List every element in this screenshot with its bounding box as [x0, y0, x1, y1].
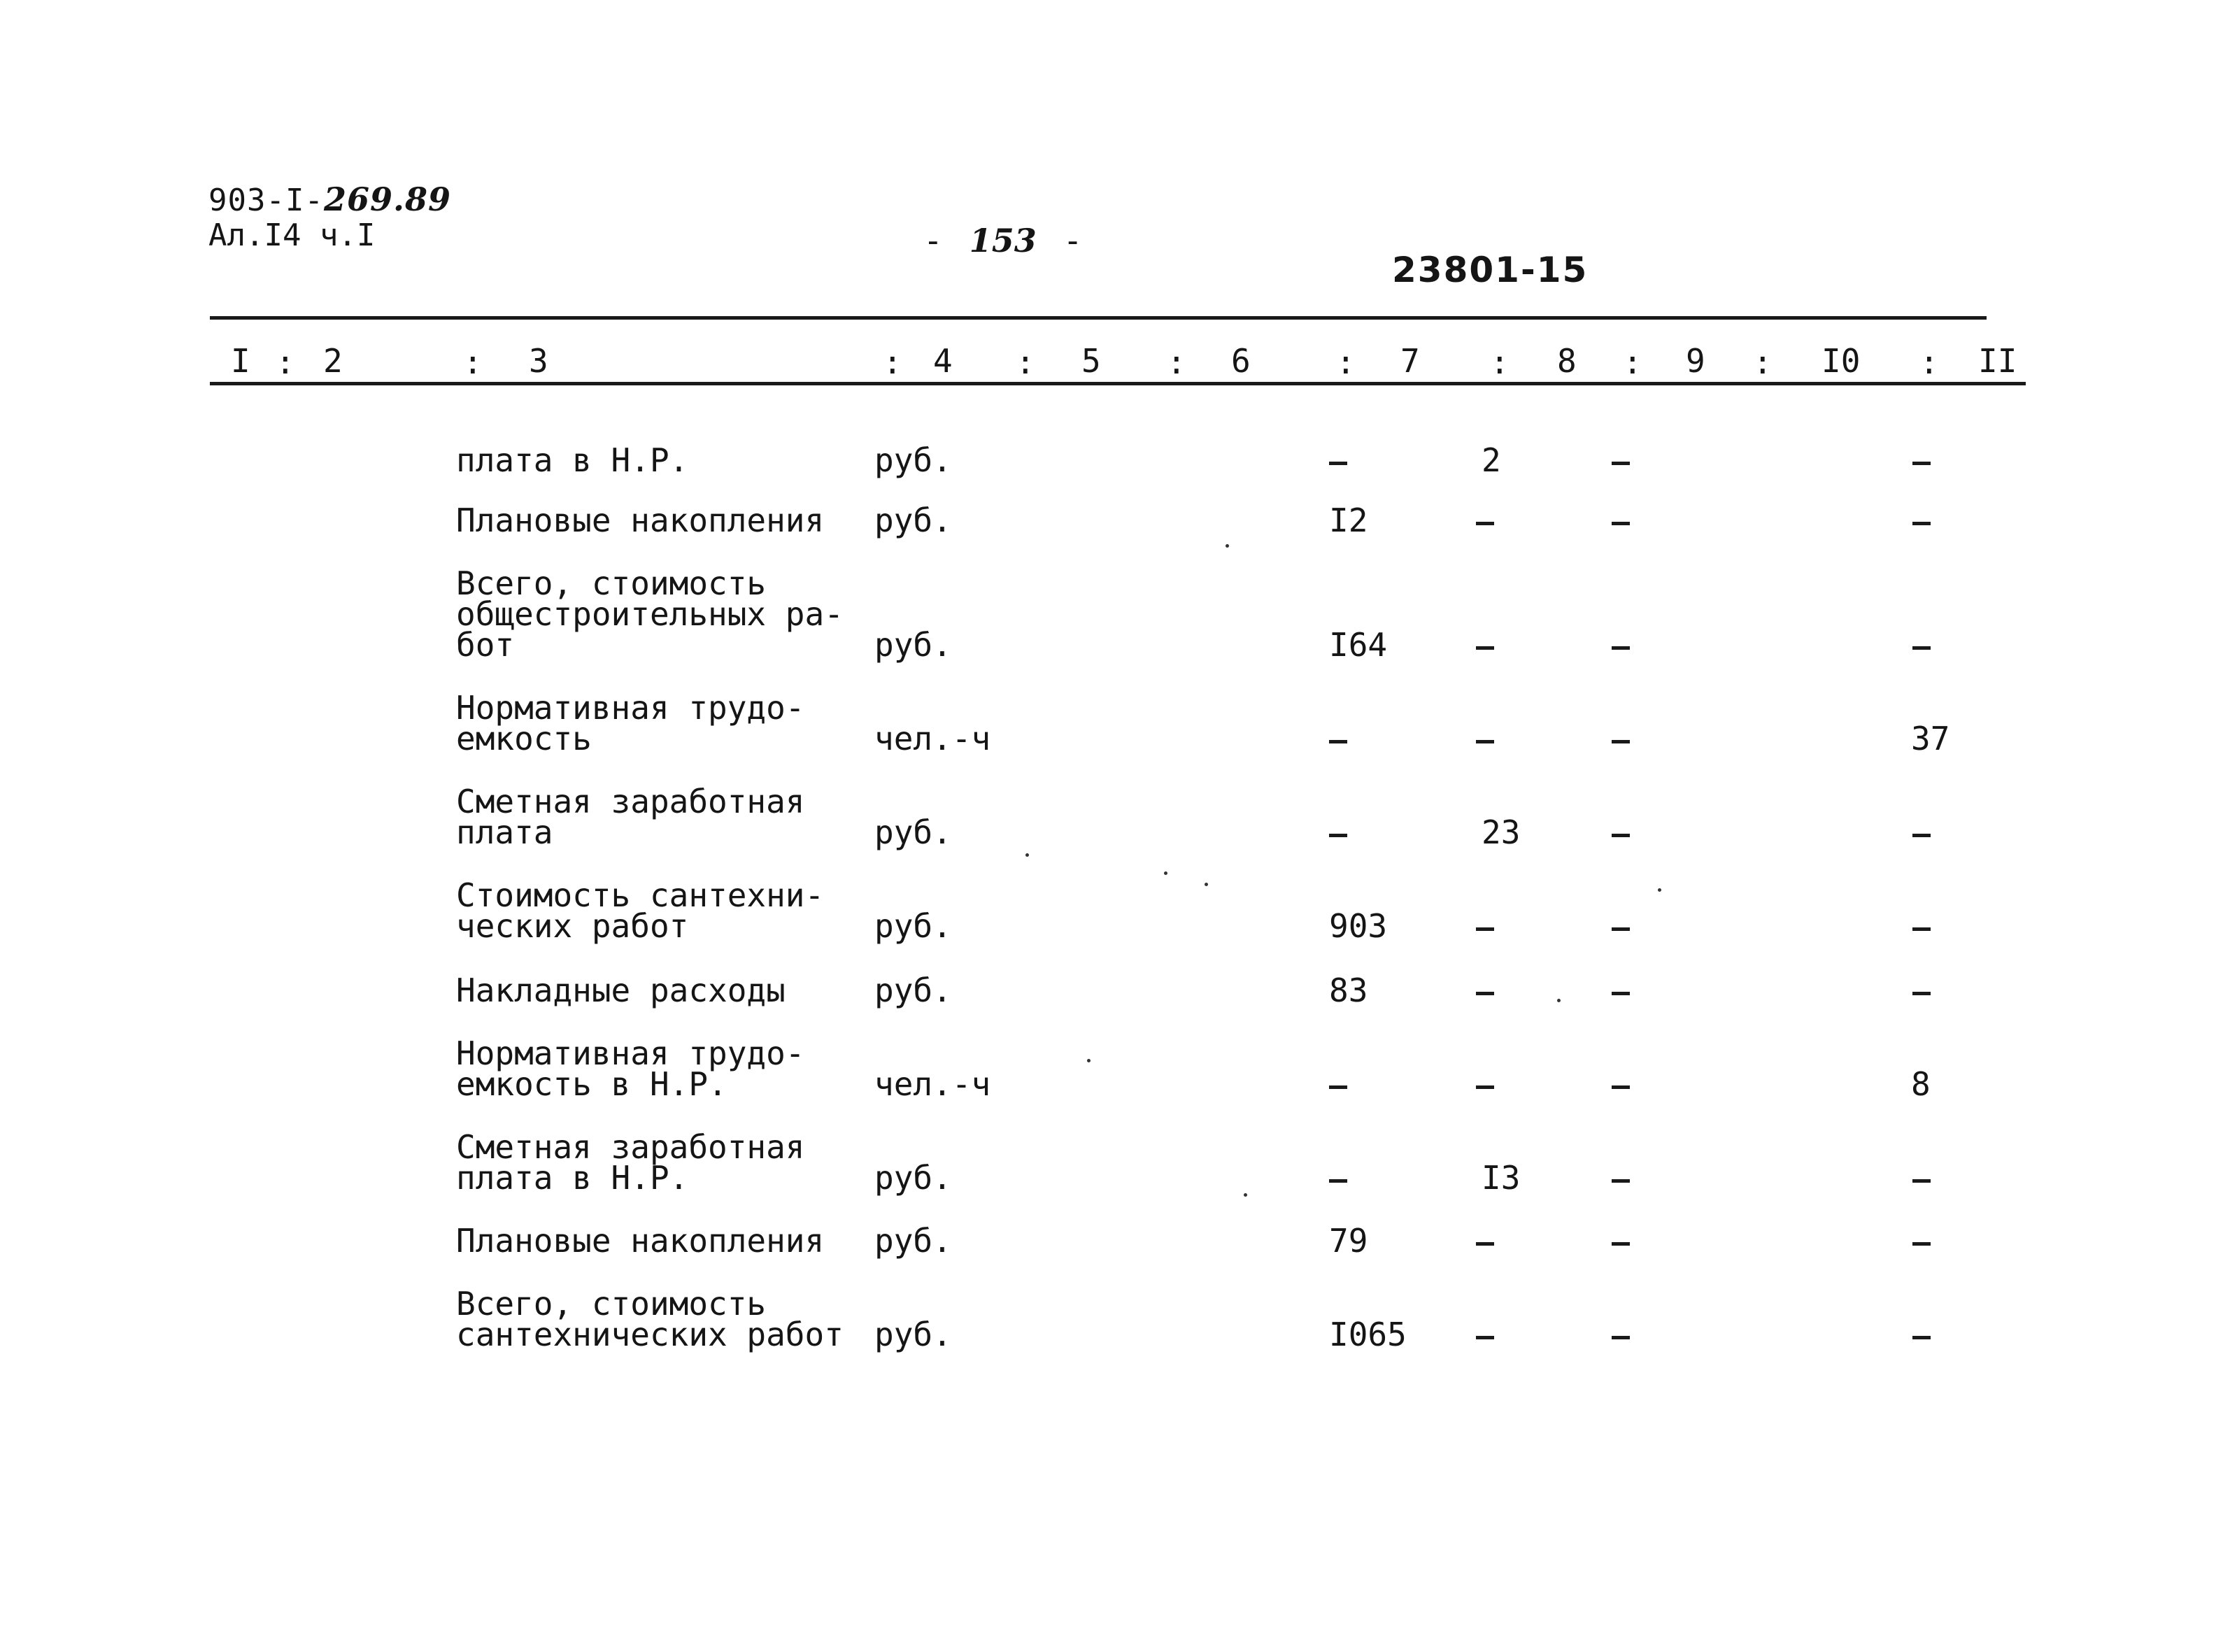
empty-value-dash: [1476, 740, 1494, 743]
column-separator: :: [276, 343, 295, 381]
scan-speck: [1557, 999, 1561, 1002]
empty-value-dash: [1329, 1085, 1347, 1089]
empty-value-dash: [1612, 646, 1630, 650]
scan-speck: [1205, 883, 1208, 886]
row-value-11: 37: [1911, 720, 1950, 757]
empty-value-dash: [1612, 462, 1630, 465]
empty-value-dash: [1329, 1179, 1347, 1183]
row-value-7: 79: [1329, 1222, 1368, 1260]
row-description: Плановые накопления: [456, 501, 825, 539]
empty-value-dash: [1612, 1336, 1630, 1339]
empty-value-dash: [1612, 740, 1630, 743]
page-number: [923, 224, 1082, 257]
empty-value-dash: [1912, 834, 1931, 837]
row-unit: руб.: [874, 626, 952, 664]
column-header-6: 6: [1231, 342, 1251, 380]
column-header-4: 4: [933, 342, 953, 380]
column-header-5: 5: [1081, 342, 1101, 380]
row-value-8: I3: [1482, 1159, 1521, 1197]
doc-code-handwritten: 269.89: [323, 180, 452, 218]
column-header-3: 3: [529, 342, 548, 380]
row-unit: руб.: [874, 1159, 952, 1197]
empty-value-dash: [1912, 522, 1931, 525]
column-header-9: 9: [1686, 342, 1705, 380]
row-value-7: I2: [1329, 501, 1368, 539]
empty-value-dash: [1476, 1242, 1494, 1246]
row-value-7: I065: [1329, 1316, 1407, 1353]
row-unit: чел.-ч: [874, 720, 991, 757]
empty-value-dash: [1912, 1336, 1931, 1339]
sheet-ref: Ал.I4 ч.I: [208, 218, 376, 253]
row-description: Накладные расходы: [456, 971, 786, 1009]
column-header-8: 8: [1557, 342, 1577, 380]
column-separator: :: [1016, 343, 1035, 381]
row-description: Нормативная трудо- емкость в Н.Р.: [456, 1034, 805, 1103]
row-description: Сметная заработная плата в Н.Р.: [456, 1128, 805, 1197]
row-unit: руб.: [874, 907, 952, 945]
column-header-10: I0: [1821, 342, 1861, 380]
empty-value-dash: [1912, 462, 1931, 465]
column-separator: :: [1490, 343, 1510, 381]
empty-value-dash: [1612, 1179, 1630, 1183]
row-description: Всего, стоимость общестроительных ра- бот: [456, 564, 844, 664]
top-rule: [210, 316, 1987, 320]
empty-value-dash: [1612, 992, 1630, 995]
column-header-11: II: [1978, 342, 2017, 380]
doc-code-prefix: 903-I-: [208, 183, 324, 218]
empty-value-dash: [1612, 522, 1630, 525]
empty-value-dash: [1612, 927, 1630, 931]
empty-value-dash: [1912, 646, 1931, 650]
inventory-stamp: 23801-15: [1392, 250, 1589, 290]
row-unit: руб.: [874, 441, 952, 479]
row-unit: руб.: [874, 813, 952, 851]
row-unit: руб.: [874, 1316, 952, 1353]
row-description: Стоимость сантехни- ческих работ: [456, 876, 825, 945]
row-description: Сметная заработная плата: [456, 783, 805, 851]
column-separator: :: [1336, 343, 1356, 381]
empty-value-dash: [1612, 1085, 1630, 1089]
empty-value-dash: [1476, 927, 1494, 931]
empty-value-dash: [1329, 740, 1347, 743]
empty-value-dash: [1612, 1242, 1630, 1246]
doc-code: [208, 180, 452, 218]
row-value-7: I64: [1329, 626, 1388, 664]
empty-value-dash: [1612, 834, 1630, 837]
column-separator: :: [1167, 343, 1186, 381]
row-description: Плановые накопления: [456, 1222, 825, 1260]
empty-value-dash: [1476, 992, 1494, 995]
empty-value-dash: [1912, 1242, 1931, 1246]
row-value-7: 903: [1329, 907, 1388, 945]
page-dash-left: -: [923, 222, 943, 259]
column-header-7: 7: [1400, 342, 1420, 380]
row-description: плата в Н.Р.: [456, 441, 689, 479]
row-value-8: 23: [1482, 813, 1521, 851]
row-unit: чел.-ч: [874, 1065, 991, 1103]
row-value-7: 83: [1329, 971, 1368, 1009]
scan-speck: [1087, 1059, 1091, 1062]
empty-value-dash: [1912, 927, 1931, 931]
scan-speck: [1226, 544, 1229, 548]
empty-value-dash: [1476, 646, 1494, 650]
column-header-1: I: [231, 342, 250, 380]
row-description: Всего, стоимость сантехнических работ: [456, 1285, 844, 1353]
scan-speck: [1164, 871, 1167, 875]
scan-speck: [1244, 1193, 1247, 1197]
empty-value-dash: [1476, 522, 1494, 525]
empty-value-dash: [1329, 462, 1347, 465]
row-value-11: 8: [1911, 1065, 1931, 1103]
header-underline: [210, 382, 2026, 385]
column-separator: :: [1753, 343, 1773, 381]
row-description: Нормативная трудо- емкость: [456, 689, 805, 757]
empty-value-dash: [1329, 834, 1347, 837]
empty-value-dash: [1912, 1179, 1931, 1183]
row-unit: руб.: [874, 501, 952, 539]
empty-value-dash: [1912, 992, 1931, 995]
empty-value-dash: [1476, 1085, 1494, 1089]
empty-value-dash: [1476, 1336, 1494, 1339]
row-unit: руб.: [874, 1222, 952, 1260]
column-separator: :: [1919, 343, 1939, 381]
column-separator: :: [883, 343, 902, 381]
row-unit: руб.: [874, 971, 952, 1009]
page-dash-right: -: [1063, 222, 1083, 259]
page-number-value: 153: [969, 222, 1037, 259]
row-value-8: 2: [1482, 441, 1501, 479]
column-separator: :: [463, 343, 483, 381]
column-separator: :: [1623, 343, 1642, 381]
scan-speck: [1658, 888, 1661, 892]
column-header-2: 2: [323, 342, 343, 380]
scan-speck: [1025, 853, 1029, 857]
